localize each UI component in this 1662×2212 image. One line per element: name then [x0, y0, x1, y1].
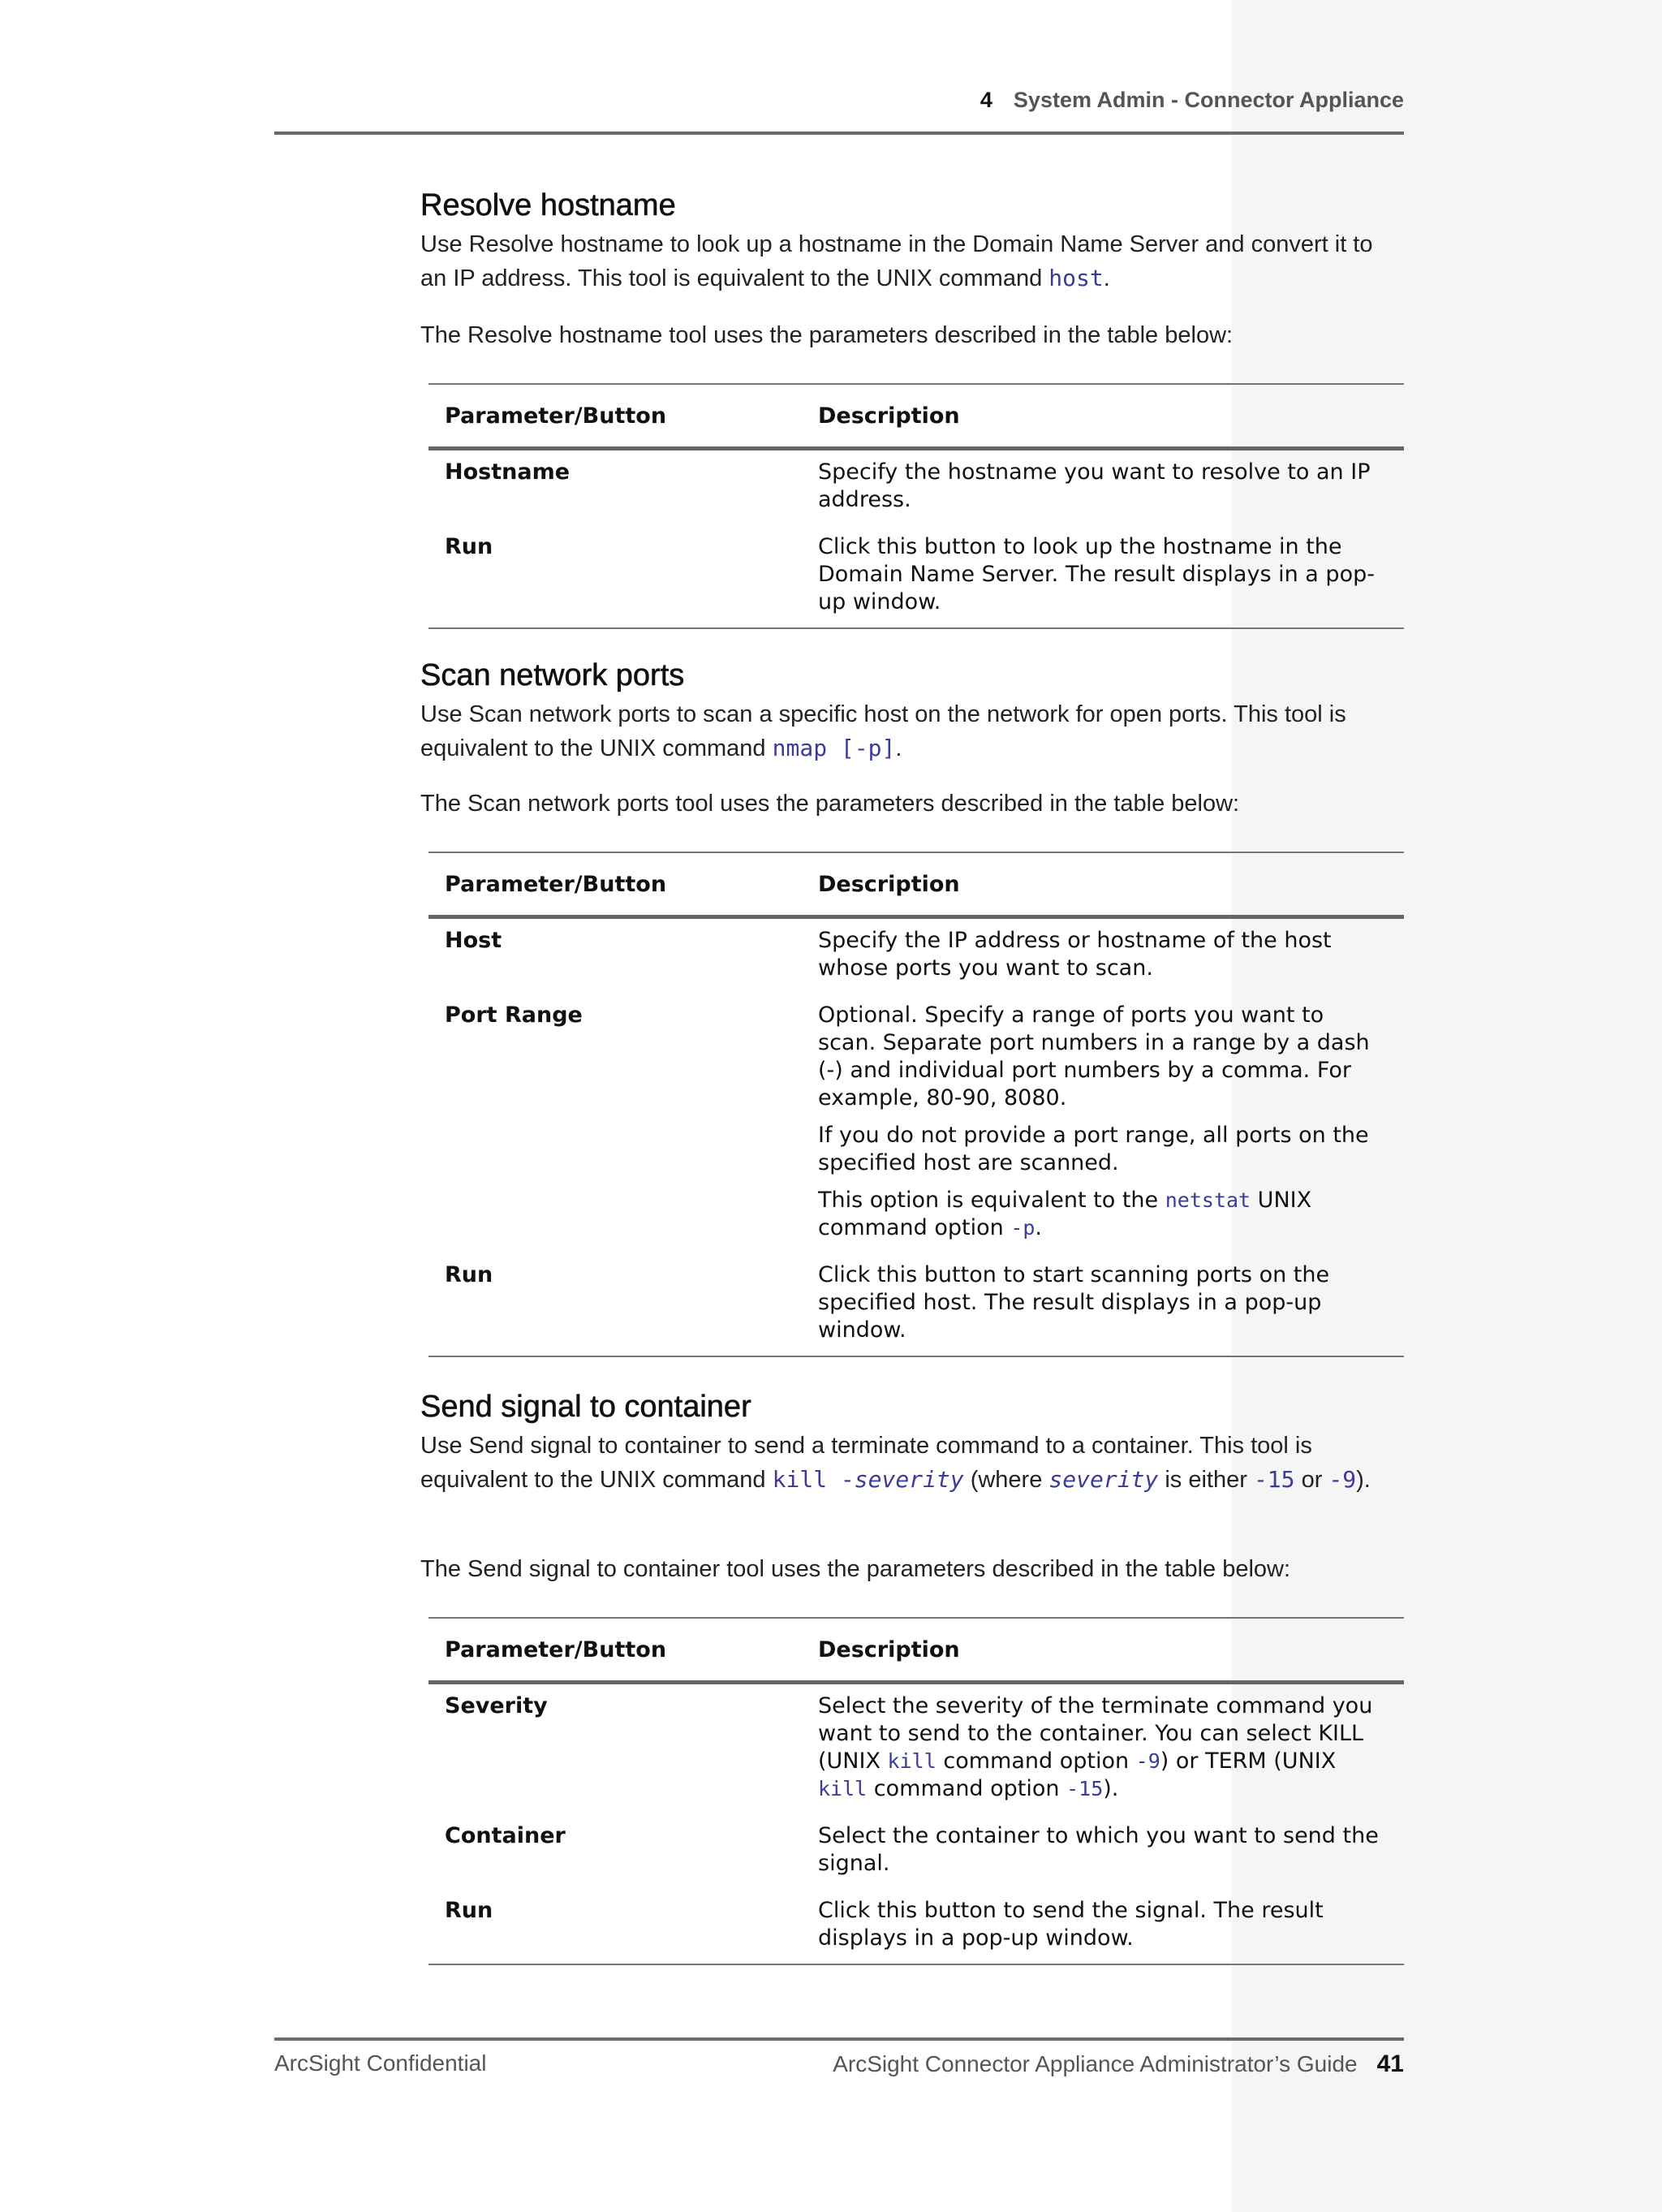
param-description: Click this button to look up the hostname in the Domain Name Server. The result displays in a pop-up window.: [802, 525, 1404, 628]
desc-text: This option is equivalent to the: [818, 1188, 1165, 1213]
section-title-scan-network-ports: Scan network ports: [420, 658, 685, 692]
chapter-title: System Admin - Connector Appliance: [1013, 88, 1404, 112]
scan-network-ports-intro: [420, 698, 1404, 765]
netstat-code: netstat: [1165, 1188, 1251, 1212]
param-name: Run: [428, 1253, 802, 1356]
intro-text: Use Resolve hostname to look up a hostname in the Domain Name Server and convert it to an IP address. This tool is equivalent to the UNIX command: [420, 231, 1373, 291]
param-description: Specify the hostname you want to resolve to an IP address.: [818, 459, 1371, 512]
intro-text: Use Scan network ports to scan a specific host on the network for open ports. This tool is equivalent to the UNIX command: [420, 701, 1346, 761]
param-name: Run: [428, 1889, 802, 1964]
command-variable: severity: [854, 1466, 964, 1493]
desc-text: Select the severity of the terminate command you want to send to the container. You can select KILL (UNIX: [818, 1693, 1373, 1774]
send-signal-table: [428, 1617, 1404, 1965]
table-row: [428, 525, 1404, 628]
scan-network-ports-table: [428, 852, 1404, 1357]
param-name: Run: [428, 525, 802, 628]
param-description: Specify the IP address or hostname of the host whose ports you want to scan.: [818, 928, 1332, 981]
command-code: kill -: [772, 1466, 855, 1493]
variable-name: severity: [1048, 1466, 1159, 1493]
running-footer: [274, 2037, 1404, 2081]
param-description: [802, 994, 1404, 1253]
column-header-parameter: Parameter/Button: [428, 852, 802, 917]
intro-text: Use Send signal to container to send a terminate command to a container. This tool is equivalent to the UNIX command: [420, 1433, 1312, 1493]
table-row: [428, 917, 1404, 994]
running-header: [274, 88, 1404, 135]
resolve-hostname-table: [428, 383, 1404, 629]
table-header-row: [428, 1618, 1404, 1683]
column-header-parameter: Parameter/Button: [428, 384, 802, 449]
description-paragraph: Optional. Specify a range of ports you want to scan. Separate port numbers in a range by a dash (-) and individual port numbers by a comma. For example, 80-90, 8080.: [818, 1003, 1370, 1110]
resolve-hostname-table-intro: The Resolve hostname tool uses the parameters described in the table below:: [420, 322, 1234, 348]
desc-text: command option: [936, 1748, 1136, 1774]
intro-text: or: [1294, 1467, 1329, 1493]
param-name: Hostname: [445, 459, 571, 485]
table-header-row: [428, 384, 1404, 449]
footer-guide-title: [833, 2050, 1404, 2078]
option-code: -15: [1253, 1466, 1295, 1493]
intro-text-end: ).: [1356, 1467, 1371, 1493]
param-description: Click this button to start scanning ports on the specified host. The result displays in a pop-up window.: [802, 1253, 1404, 1356]
desc-text: .: [1035, 1215, 1043, 1240]
chapter-number: 4: [980, 88, 992, 112]
table-row: [428, 994, 1404, 1253]
description-paragraph: If you do not provide a port range, all ports on the specified host are scanned.: [818, 1123, 1369, 1175]
page-number: 41: [1376, 2050, 1404, 2077]
footer-confidential: ArcSight Confidential: [274, 2050, 487, 2076]
command-code: nmap [-p]: [772, 735, 896, 761]
param-description: [802, 1683, 1404, 1815]
param-description: Select the container to which you want to send the signal.: [818, 1823, 1379, 1876]
option-code: -9: [1135, 1749, 1160, 1773]
table-row: [428, 1889, 1404, 1964]
intro-text: (where: [963, 1467, 1049, 1493]
send-signal-table-intro: The Send signal to container tool uses the parameters described in the table below:: [420, 1556, 1291, 1582]
section-title-send-signal: Send signal to container: [420, 1390, 751, 1424]
table-row: [428, 1814, 1404, 1889]
option-code: -9: [1328, 1466, 1357, 1493]
column-header-parameter: Parameter/Button: [428, 1618, 802, 1683]
intro-text: is either: [1158, 1467, 1254, 1493]
table-row: [428, 1683, 1404, 1815]
param-description: Click this button to send the signal. The result displays in a pop-up window.: [802, 1889, 1404, 1964]
scan-network-ports-table-intro: The Scan network ports tool uses the parameters described in the table below:: [420, 791, 1240, 817]
param-name: Host: [445, 928, 502, 953]
param-name: Container: [445, 1823, 566, 1848]
desc-text: command option: [867, 1776, 1067, 1801]
kill-code: kill: [818, 1777, 868, 1800]
table-row: [428, 1253, 1404, 1356]
column-header-description: Description: [802, 852, 1404, 917]
param-name: Severity: [445, 1693, 548, 1718]
section-title-resolve-hostname: Resolve hostname: [420, 188, 676, 222]
guide-title: ArcSight Connector Appliance Administrator’s Guide: [833, 2051, 1358, 2076]
send-signal-intro: [420, 1429, 1404, 1497]
desc-text: ) or TERM (UNIX: [1160, 1748, 1337, 1774]
option-code: -p: [1010, 1216, 1036, 1240]
description-paragraph: [818, 1187, 1388, 1242]
kill-code: kill: [887, 1749, 936, 1773]
intro-text-end: .: [1103, 265, 1110, 291]
option-code: -15: [1066, 1777, 1104, 1800]
table-header-row: [428, 852, 1404, 917]
desc-text: UNIX command option: [818, 1188, 1312, 1240]
column-header-description: Description: [802, 1618, 1404, 1683]
table-row: [428, 449, 1404, 526]
param-name: Port Range: [445, 1003, 583, 1028]
desc-text: ).: [1103, 1776, 1119, 1801]
command-code: host: [1048, 265, 1104, 291]
resolve-hostname-intro: [420, 228, 1404, 295]
column-header-description: Description: [802, 384, 1404, 449]
intro-text-end: .: [895, 735, 902, 761]
